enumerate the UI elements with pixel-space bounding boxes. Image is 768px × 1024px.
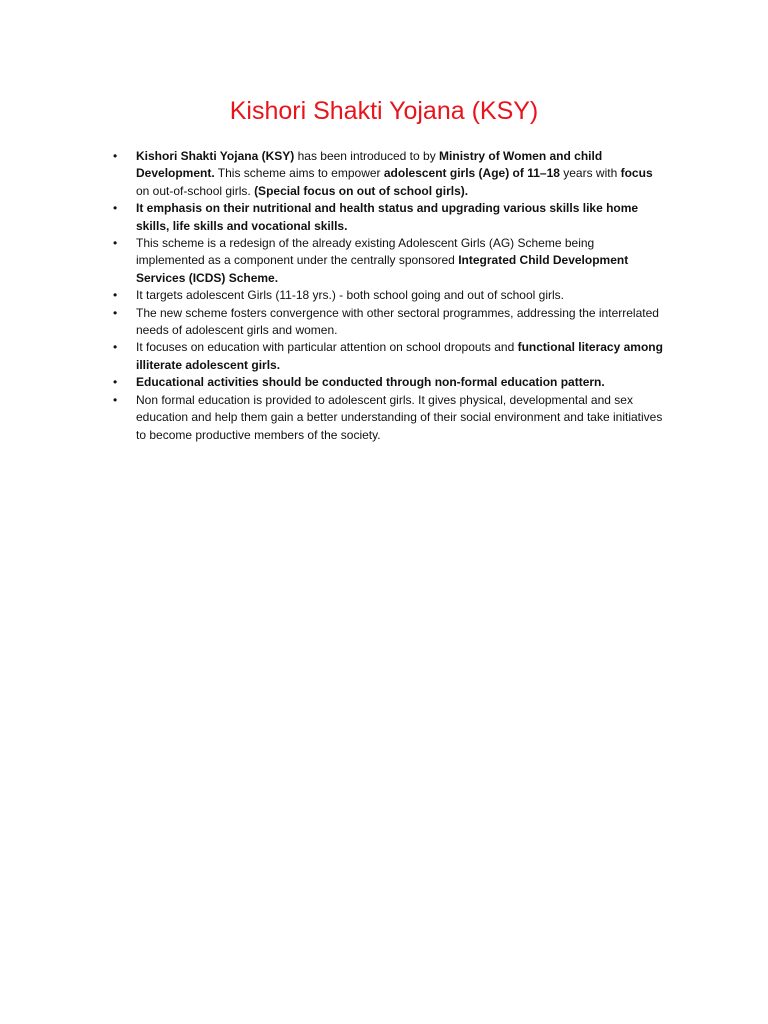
- list-item: [113, 287, 666, 304]
- list-item: [113, 200, 666, 235]
- bold-text-segment: functional literacy among illiterate adolescent girls.: [136, 340, 663, 372]
- bold-text-segment: Integrated Child Development Services (ICDS) Scheme.: [136, 253, 629, 285]
- text-segment: has been introduced to by: [294, 149, 440, 163]
- bullet-icon: •: [113, 392, 118, 407]
- bullet-icon: •: [113, 375, 118, 390]
- bold-text-segment: focus: [620, 166, 653, 181]
- text-segment: Non formal education is provided to adolescent girls. It gives physical, developmental and sex education and help them gain a better understanding of their social environment and take initiatives to become productive members of the society.: [136, 392, 663, 442]
- bullet-icon: •: [113, 236, 118, 251]
- bullet-icon: •: [113, 288, 118, 303]
- bold-text-segment: (Special focus on out of school girls).: [254, 183, 469, 198]
- bold-text-segment: adolescent girls (Age) of 11–18: [383, 166, 560, 181]
- text-segment: It focuses on education with particular attention on school dropouts and: [136, 340, 518, 355]
- list-item: [113, 374, 666, 391]
- text-segment: This scheme is a redesign of the already existing Adolescent Girls (AG) Scheme being implemented as a component under the centrally sponsored: [136, 236, 595, 268]
- bullet-icon: •: [113, 305, 118, 320]
- bold-text-segment: Ministry of Women and child Development.: [136, 149, 603, 181]
- text-segment: years with: [559, 166, 621, 181]
- bullet-list: [113, 148, 666, 444]
- bold-text-segment: Kishori Shakti Yojana (KSY): [136, 149, 295, 163]
- bullet-icon: •: [113, 201, 118, 216]
- bullet-icon: •: [113, 340, 118, 355]
- text-segment: on out-of-school girls.: [136, 183, 255, 198]
- text-segment: The new scheme fosters convergence with other sectoral programmes, addressing the interrelated needs of adolescent girls and women.: [136, 305, 659, 338]
- text-segment: It targets adolescent Girls (11-18 yrs.) - both school going and out of school girls.: [136, 288, 564, 303]
- bold-text-segment: It emphasis on their nutritional and health status and upgrading various skills like home skills, life skills and vocational skills.: [136, 201, 639, 233]
- list-item: [113, 148, 666, 200]
- bold-text-segment: Educational activities should be conducted through non-formal education pattern.: [136, 375, 605, 390]
- list-item: [113, 235, 666, 287]
- document-title: Kishori Shakti Yojana (KSY): [229, 97, 539, 125]
- list-item: [113, 339, 666, 374]
- text-segment: This scheme aims to empower: [214, 166, 384, 181]
- bullet-icon: •: [113, 149, 118, 163]
- list-item: [113, 305, 666, 340]
- list-item: [113, 392, 666, 444]
